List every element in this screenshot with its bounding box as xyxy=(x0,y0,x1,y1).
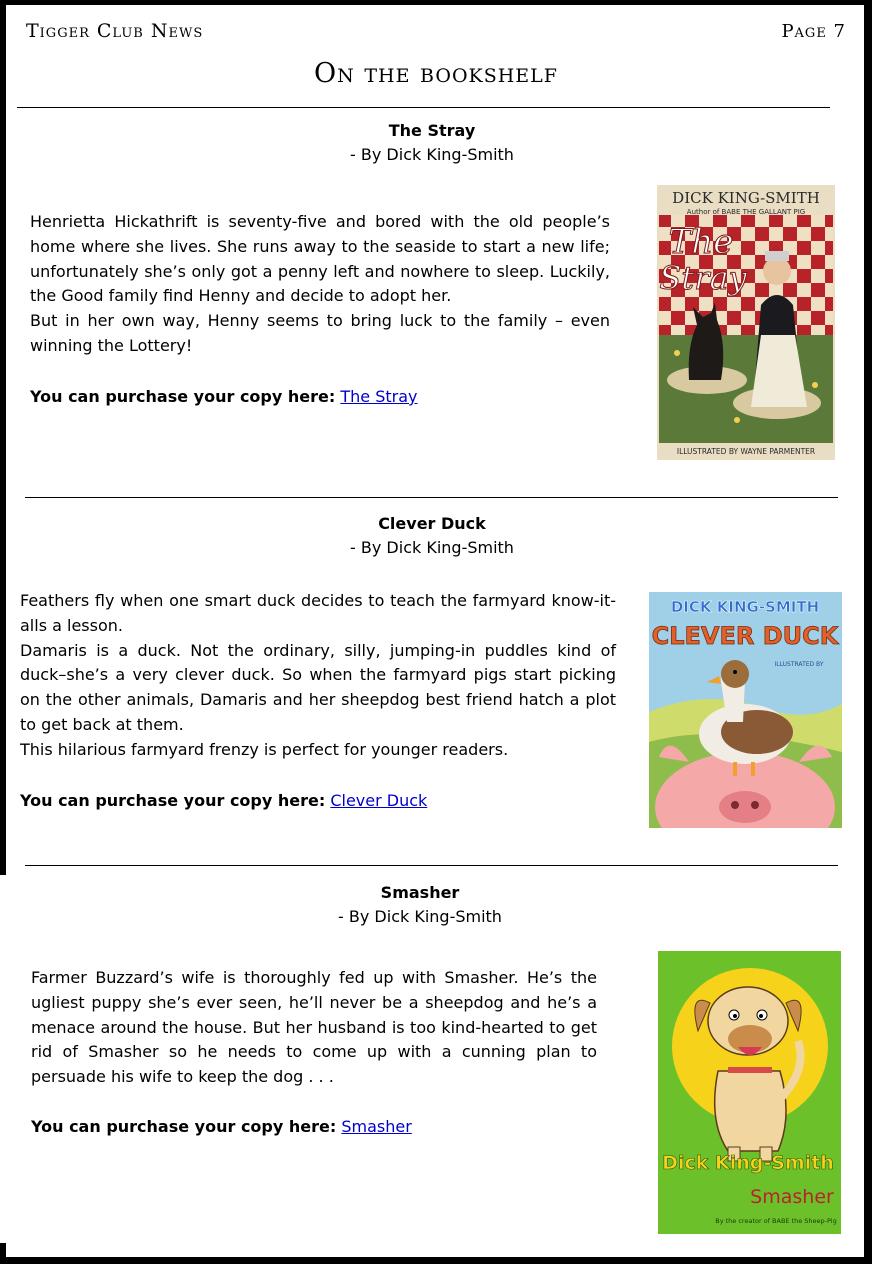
cover-title-1: The xyxy=(668,222,734,262)
description-paragraph: Farmer Buzzard’s wife is thoroughly fed up with Smasher. He’s the ugliest puppy she’s ever seen, he’ll never be a sheepdog and he’s a menace around the house. But her husband is too kind-hearted to get rid of Smasher so he needs to come up with a cunning plan to persuade his wife to keep the dog . . . xyxy=(31,968,597,1087)
book-cover-the-stray xyxy=(657,185,835,460)
page-number: Page 7 xyxy=(781,21,846,42)
description-paragraph: Henrietta Hickathrift is seventy-five and bored with the old people’s home where she lives. She runs away to the seaside to start a new life; unfortunately she’s only got a penny left and nowhere to sleep. Luckily, the Good family find Henny and decide to adopt her. xyxy=(30,212,610,306)
page-border-right xyxy=(864,0,872,1264)
section-divider xyxy=(25,865,838,866)
book-author: - By Dick King-Smith xyxy=(350,538,514,557)
cover-title: Smasher xyxy=(750,1186,834,1208)
cover-author: DICK KING-SMITH xyxy=(672,189,820,207)
purchase-link-clever-duck[interactable]: Clever Duck xyxy=(330,791,428,810)
title-divider xyxy=(17,107,830,108)
purchase-label: You can purchase your copy here: xyxy=(20,791,326,810)
book-description xyxy=(30,210,610,359)
purchase-link-the-stray[interactable]: The Stray xyxy=(340,387,418,406)
cover-tagline: By the creator of BABE the Sheep-Pig xyxy=(715,1217,837,1225)
cover-subtitle: Author of BABE THE GALLANT PIG xyxy=(686,208,806,216)
book-cover-clever-duck xyxy=(649,592,842,828)
purchase-line xyxy=(31,1117,412,1136)
book-description xyxy=(31,966,597,1090)
book-cover-smasher xyxy=(658,951,841,1234)
cover-author: Dick King-Smith xyxy=(662,1152,834,1174)
description-paragraph: Damaris is a duck. Not the ordinary, silly, jumping-in puddles kind of duck–she’s a very clever duck. So when the farmyard pigs start picking on the other animals, Damaris and her sheepdog best friend hatch a plot to get back at them. xyxy=(20,640,616,734)
book-author: - By Dick King-Smith xyxy=(350,145,514,164)
book-author: - By Dick King-Smith xyxy=(338,907,502,926)
cover-author: DICK KING-SMITH xyxy=(670,598,820,616)
cover-title: CLEVER DUCK xyxy=(651,622,839,650)
description-paragraph: Feathers fly when one smart duck decides to teach the farmyard know-it-alls a lesson. xyxy=(20,591,616,635)
page-border-top xyxy=(0,0,872,5)
purchase-link-smasher[interactable]: Smasher xyxy=(341,1117,412,1136)
page-title: On the bookshelf xyxy=(314,58,558,89)
book-description xyxy=(20,589,616,763)
newsletter-name: Tigger Club News xyxy=(26,20,204,42)
cover-title-2: Stray xyxy=(659,259,747,297)
section-divider xyxy=(25,497,838,498)
purchase-line xyxy=(20,791,427,810)
book-title: Clever Duck xyxy=(378,514,486,533)
cover-credit: ILLUSTRATED BY WAYNE PARMENTER xyxy=(676,447,816,456)
page-border-left-lower xyxy=(0,1243,6,1257)
description-paragraph: This hilarious farmyard frenzy is perfect for younger readers. xyxy=(20,739,509,759)
book-title: Smasher xyxy=(380,883,460,902)
cover-credit: ILLUSTRATED BY xyxy=(774,661,824,668)
purchase-label: You can purchase your copy here: xyxy=(30,387,336,406)
purchase-line xyxy=(30,387,417,406)
purchase-label: You can purchase your copy here: xyxy=(31,1117,337,1136)
book-title: The Stray xyxy=(388,121,476,140)
page-border-bottom xyxy=(0,1257,872,1264)
description-paragraph: But in her own way, Henny seems to bring luck to the family – even winning the Lottery! xyxy=(30,311,610,355)
